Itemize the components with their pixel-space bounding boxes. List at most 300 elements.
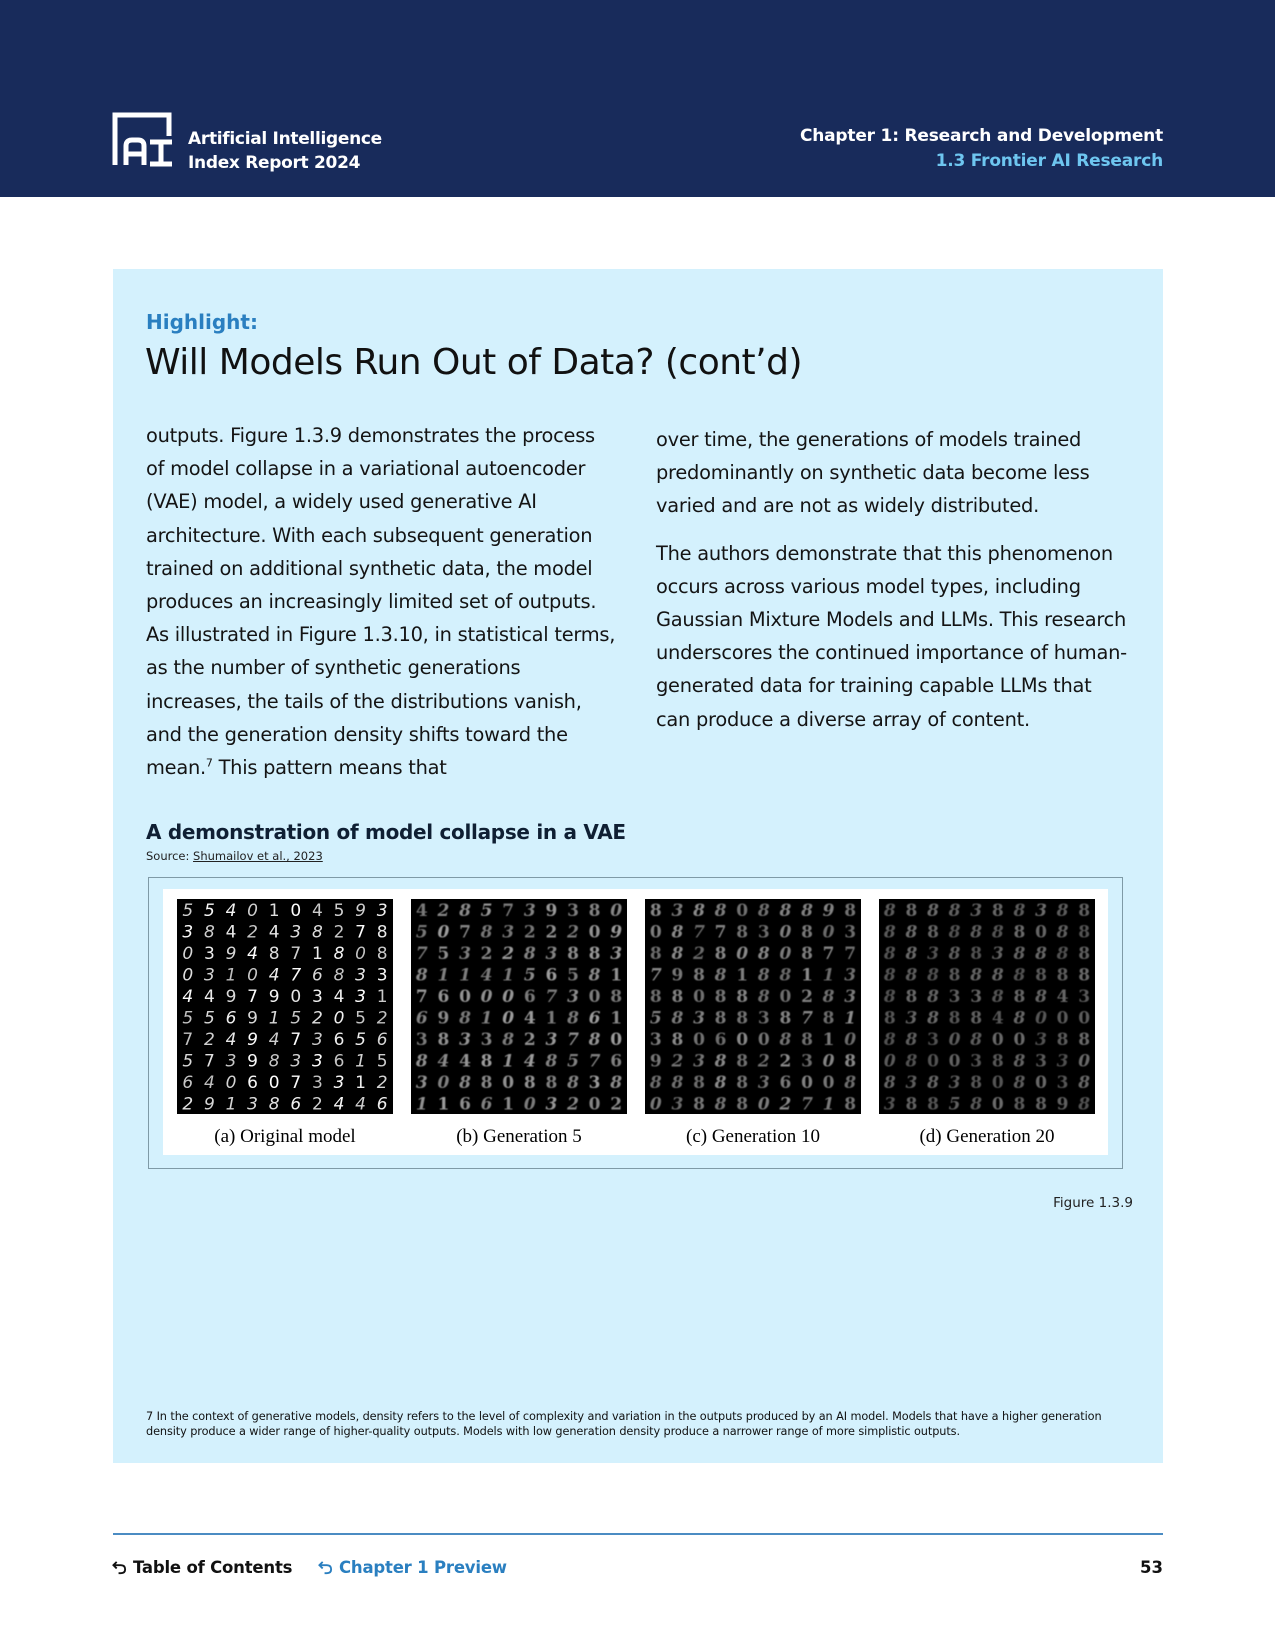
digit-sample: 0: [779, 943, 792, 964]
digit-sample: 0: [779, 922, 792, 943]
digit-sample: 0: [736, 1029, 749, 1050]
digit-sample: 9: [247, 1008, 259, 1029]
digit-sample: 4: [225, 1029, 237, 1050]
body-paragraph: The authors demonstrate that this phenomenon occurs across various model types, including Gaussian Mixture Models and LLMs. This research underscores the continued importance of human-generated data for training capable LLMs that can produce a diverse array of content.: [656, 541, 1127, 731]
digit-sample: 0: [757, 1094, 770, 1114]
digit-sample: 8: [883, 1008, 896, 1029]
digit-sample: 8: [376, 943, 388, 964]
digit-sample: 8: [1013, 1094, 1026, 1114]
digit-sample: 6: [311, 965, 323, 986]
digit-sample: 6: [610, 1051, 623, 1072]
digit-sample: 8: [588, 900, 601, 921]
figure-number: Figure 1.3.9: [1053, 1195, 1133, 1211]
digit-sample: 3: [290, 922, 302, 943]
digit-sample: 8: [545, 1072, 558, 1093]
digit-sample: 8: [567, 1008, 579, 1029]
digit-sample: 8: [1013, 1051, 1026, 1072]
digit-sample: 8: [714, 1008, 727, 1029]
digit-sample: 0: [182, 965, 194, 986]
digit-sample: 0: [693, 1029, 705, 1050]
digit-sample: 0: [437, 1072, 450, 1093]
digit-sample: 2: [757, 1051, 770, 1072]
digit-sample: 8: [502, 1029, 515, 1050]
digit-sample: 8: [948, 1008, 961, 1029]
digit-sample: 8: [970, 965, 983, 986]
panel-caption: (a) Original model: [214, 1126, 356, 1147]
digit-sample: 8: [736, 986, 749, 1007]
digit-sample: 1: [480, 1008, 493, 1029]
digit-sample: 7: [182, 1029, 194, 1050]
digit-sample: 8: [779, 1029, 792, 1050]
digit-sample: 8: [610, 986, 623, 1007]
digit-sample: 3: [927, 943, 939, 964]
digit-sample: 6: [225, 1008, 237, 1029]
digit-sample: 5: [182, 1008, 194, 1029]
digit-sample: 1: [610, 1008, 623, 1029]
digit-sample: 0: [523, 1094, 536, 1114]
digit-sample: 3: [1056, 1051, 1069, 1072]
digit-sample: 2: [502, 943, 515, 964]
digit-sample: 3: [970, 900, 983, 921]
digit-sample: 7: [588, 1051, 601, 1072]
digit-sample: 8: [757, 986, 770, 1007]
digit-sample: 3: [376, 900, 388, 921]
digit-sample: 3: [1078, 986, 1091, 1007]
digit-sample: 2: [545, 922, 558, 943]
digit-sample: 7: [822, 943, 835, 964]
digit-sample: 8: [927, 965, 939, 986]
digit-sample: 8: [905, 965, 918, 986]
digit-sample: 0: [822, 922, 835, 943]
digit-sample: 3: [757, 1008, 770, 1029]
digit-sample: 8: [415, 1051, 428, 1072]
digit-sample: 0: [588, 1094, 601, 1114]
digit-sample: 3: [311, 1029, 323, 1050]
digit-sample: 0: [610, 1029, 623, 1050]
digit-sample: 0: [1035, 1072, 1047, 1093]
figure-image: [163, 889, 1108, 1155]
digit-sample: 8: [905, 1094, 918, 1114]
digit-sample: 8: [1078, 900, 1091, 921]
digit-sample: 1: [844, 1008, 857, 1029]
digit-sample: 8: [588, 965, 601, 986]
digit-sample: 8: [801, 943, 813, 964]
page-title: Will Models Run Out of Data? (cont’d): [145, 342, 803, 383]
digit-sample: 2: [801, 986, 813, 1007]
digit-sample: 0: [649, 1094, 662, 1114]
digit-sample: 8: [948, 922, 961, 943]
digit-sample: 4: [225, 900, 237, 921]
digit-sample: 8: [523, 943, 536, 964]
digit-sample: 7: [290, 965, 302, 986]
brand-line-1: Artificial Intelligence: [188, 129, 382, 149]
digit-sample: 8: [927, 1008, 939, 1029]
digit-sample: 0: [437, 922, 450, 943]
digit-sample: 8: [736, 1008, 749, 1029]
digit-sample: 0: [333, 1008, 345, 1029]
digit-sample: 2: [480, 943, 493, 964]
digit-sample: 1: [801, 965, 813, 986]
digit-sample: 6: [523, 986, 536, 1007]
digit-sample: 3: [545, 1029, 558, 1050]
digit-sample: 2: [376, 1072, 388, 1093]
digit-sample: 8: [203, 922, 215, 943]
digit-sample: 1: [822, 1094, 835, 1114]
digit-sample: 3: [355, 965, 367, 986]
digit-sample: 8: [948, 943, 961, 964]
digit-sample: 8: [1013, 900, 1026, 921]
digit-sample: 8: [376, 922, 388, 943]
digit-sample: 0: [822, 1051, 835, 1072]
digit-sample: 1: [610, 965, 623, 986]
digit-sample: 1: [437, 1094, 450, 1114]
digit-sample: 8: [779, 900, 792, 921]
digit-sample: 1: [355, 1051, 367, 1072]
digit-sample: 7: [415, 943, 428, 964]
digit-sample: 1: [376, 986, 388, 1007]
digit-sample: 0: [459, 986, 471, 1007]
digit-sample: 7: [502, 900, 515, 921]
digit-sample: 3: [801, 1051, 813, 1072]
footer-divider: [113, 1533, 1163, 1535]
digit-sample: 8: [671, 1072, 684, 1093]
digit-sample: 0: [1078, 1051, 1091, 1072]
chapter-title: Chapter 1: Research and Development: [799, 126, 1163, 146]
digit-sample: 3: [1035, 1029, 1047, 1050]
digit-sample: 3: [844, 965, 857, 986]
highlight-panel: [113, 269, 1163, 1463]
digit-sample: 0: [649, 922, 662, 943]
digit-sample: 8: [948, 900, 961, 921]
digit-sample: 3: [970, 986, 983, 1007]
digit-sample: 9: [610, 922, 623, 943]
digit-sample: 8: [693, 900, 705, 921]
digit-sample: 4: [415, 900, 428, 921]
chapter-preview-link[interactable]: [318, 1558, 507, 1577]
digit-sample: 3: [225, 1051, 237, 1072]
digit-sample: 7: [844, 943, 857, 964]
digit-sample: 8: [801, 900, 813, 921]
digit-sample: 0: [736, 900, 749, 921]
digit-sample: 1: [415, 1094, 428, 1114]
digit-sample: 3: [693, 1008, 705, 1029]
digit-sample: 7: [649, 965, 662, 986]
digit-sample: 8: [736, 1072, 749, 1093]
preview-label: Chapter 1 Preview: [339, 1558, 507, 1577]
digit-sample: 3: [502, 922, 515, 943]
digit-sample: 0: [991, 1029, 1004, 1050]
digit-sample: 8: [437, 1029, 450, 1050]
digit-sample: 3: [757, 922, 770, 943]
digit-sample: 8: [779, 1008, 792, 1029]
footnote-reference[interactable]: 7: [205, 756, 213, 770]
digit-sample: 9: [671, 965, 684, 986]
table-of-contents-link[interactable]: [112, 1558, 292, 1577]
digit-sample: 4: [225, 922, 237, 943]
digit-sample: 4: [355, 1094, 367, 1114]
digit-sample: 8: [1056, 1029, 1069, 1050]
digit-sample: 7: [290, 1029, 302, 1050]
digit-sample: 8: [459, 1072, 471, 1093]
digit-sample: 6: [290, 1094, 302, 1114]
digit-sample: 7: [714, 922, 727, 943]
digit-sample: 8: [714, 1094, 727, 1114]
digit-sample: 3: [671, 900, 684, 921]
digit-sample: 7: [203, 1051, 215, 1072]
digit-sample: 8: [523, 1072, 536, 1093]
digit-sample: 3: [311, 986, 323, 1007]
digit-sample: 9: [437, 1008, 450, 1029]
digit-sample: 8: [844, 1094, 857, 1114]
digit-sample: 6: [247, 1072, 259, 1093]
digit-sample: 6: [714, 1029, 727, 1050]
digit-sample: 3: [311, 1072, 323, 1093]
digit-sample: 8: [1056, 943, 1069, 964]
digit-sample: 0: [693, 986, 705, 1007]
digit-sample: 2: [671, 1051, 684, 1072]
digit-sample: 0: [502, 1072, 515, 1093]
body-column-left: [146, 419, 616, 798]
digit-sample: 3: [523, 900, 536, 921]
source-link[interactable]: Shumailov et al., 2023: [193, 849, 323, 863]
digit-sample: 8: [693, 1094, 705, 1114]
digit-sample: 4: [203, 986, 215, 1007]
digit-sample: 8: [333, 943, 345, 964]
digit-sample: 8: [883, 965, 896, 986]
digit-sample: 3: [1035, 1051, 1047, 1072]
digit-sample: 0: [480, 986, 493, 1007]
digit-sample: 8: [588, 943, 601, 964]
body-paragraph: over time, the generations of models trained predominantly on synthetic data become less varied and are not as widely distributed.: [656, 428, 1090, 518]
digit-sample: 7: [355, 922, 367, 943]
chapter-heading: [800, 124, 1163, 174]
digit-sample: 8: [693, 965, 705, 986]
digit-sample: 8: [610, 1072, 623, 1093]
digit-sample: 1: [311, 943, 323, 964]
digit-sample: 1: [502, 1094, 515, 1114]
digit-sample: 1: [437, 965, 450, 986]
digit-sample: 8: [567, 1072, 579, 1093]
paragraph-text: outputs. Figure 1.3.9 demonstrates the process of model collapse in a variational autoencoder (VAE) model, a widely used generative AI architecture. With each subsequent generation trained on additional synthetic data, the model produces an increasingly limited set of outputs. As illustrated in Figure 1.3.10, in statistical terms, as the number of synthetic generations increases, the tails of the distributions vanish, and the generation density shifts toward the mean.: [146, 424, 616, 780]
digit-sample: 9: [649, 1051, 662, 1072]
digit-sample: 8: [970, 1008, 983, 1029]
digit-sample: 8: [480, 1051, 493, 1072]
digit-sample: 8: [991, 986, 1004, 1007]
digit-sample: 2: [247, 922, 259, 943]
digit-sample: 3: [203, 943, 215, 964]
digit-sample: 8: [693, 1072, 705, 1093]
digit-sample: 3: [182, 922, 194, 943]
digit-sample: 6: [480, 1094, 493, 1114]
digit-grid-generation-10: [645, 899, 861, 1114]
section-title: 1.3 Frontier AI Research: [935, 151, 1163, 171]
digit-sample: 5: [182, 900, 194, 921]
digit-sample: 3: [545, 1094, 558, 1114]
digit-grid-original: [177, 899, 393, 1114]
report-brand: [188, 127, 382, 175]
digit-sample: 3: [311, 1051, 323, 1072]
digit-sample: 3: [991, 943, 1004, 964]
digit-sample: 0: [948, 1051, 961, 1072]
digit-sample: 3: [567, 900, 579, 921]
digit-sample: 0: [822, 1072, 835, 1093]
digit-sample: 2: [523, 922, 536, 943]
digit-sample: 3: [459, 943, 471, 964]
digit-sample: 0: [290, 900, 302, 921]
digit-sample: 8: [1078, 965, 1091, 986]
digit-sample: 0: [1035, 1008, 1047, 1029]
digit-sample: 0: [268, 1072, 280, 1093]
digit-sample: 4: [480, 965, 493, 986]
digit-sample: 3: [376, 965, 388, 986]
digit-sample: 2: [523, 1029, 536, 1050]
source-label: Source:: [146, 849, 194, 863]
digit-sample: 8: [480, 1072, 493, 1093]
digit-sample: 1: [502, 965, 515, 986]
digit-sample: 0: [883, 1051, 896, 1072]
digit-sample: 0: [991, 1072, 1004, 1093]
digit-sample: 9: [268, 986, 280, 1007]
digit-sample: 8: [588, 1029, 601, 1050]
digit-sample: 8: [970, 943, 983, 964]
digit-sample: 0: [502, 1008, 515, 1029]
digit-sample: 1: [459, 965, 471, 986]
digit-sample: 9: [545, 900, 558, 921]
figure-source: [146, 849, 323, 863]
digit-sample: 6: [333, 1051, 345, 1072]
digit-sample: 8: [927, 922, 939, 943]
digit-sample: 8: [970, 1072, 983, 1093]
digit-sample: 0: [948, 1029, 961, 1050]
digit-sample: 1: [225, 1094, 237, 1114]
digit-sample: 0: [588, 922, 601, 943]
digit-sample: 4: [523, 1051, 536, 1072]
digit-sample: 2: [437, 900, 450, 921]
digit-sample: 6: [376, 1029, 388, 1050]
digit-sample: 8: [991, 922, 1004, 943]
digit-sample: 8: [905, 943, 918, 964]
brand-line-2: Index Report 2024: [188, 153, 361, 173]
digit-sample: 4: [437, 1051, 450, 1072]
digit-sample: 8: [905, 986, 918, 1007]
digit-sample: 5: [182, 1051, 194, 1072]
digit-sample: 4: [182, 986, 194, 1007]
digit-grid-generation-5: [411, 899, 627, 1114]
digit-sample: 8: [927, 1072, 939, 1093]
body-paragraph: [146, 419, 616, 784]
digit-sample: 8: [1013, 1008, 1026, 1029]
return-arrow-icon: [112, 1560, 127, 1575]
digit-sample: 8: [736, 1051, 749, 1072]
digit-sample: 3: [905, 1008, 918, 1029]
digit-sample: 5: [480, 900, 493, 921]
digit-sample: 8: [736, 1094, 749, 1114]
digit-sample: 7: [801, 1008, 813, 1029]
digit-sample: 8: [991, 900, 1004, 921]
digit-sample: 2: [779, 1094, 792, 1114]
digit-sample: 1: [736, 965, 749, 986]
digit-sample: 8: [736, 922, 749, 943]
digit-sample: 7: [459, 922, 471, 943]
toc-label: Table of Contents: [133, 1558, 293, 1577]
digit-sample: 4: [268, 965, 280, 986]
digit-sample: 8: [822, 1008, 835, 1029]
digit-sample: 8: [714, 965, 727, 986]
digit-sample: 8: [883, 986, 896, 1007]
digit-sample: 8: [883, 922, 896, 943]
digit-sample: 5: [203, 900, 215, 921]
digit-sample: 8: [268, 1094, 280, 1114]
digit-sample: 4: [459, 1051, 471, 1072]
digit-sample: 3: [588, 1072, 601, 1093]
digit-sample: 8: [671, 922, 684, 943]
digit-sample: 8: [1078, 922, 1091, 943]
ai-index-logo-icon: [112, 112, 174, 168]
digit-sample: 3: [927, 1029, 939, 1050]
digit-sample: 5: [290, 1008, 302, 1029]
digit-sample: 3: [671, 1094, 684, 1114]
digit-sample: 3: [1035, 900, 1047, 921]
digit-sample: 6: [437, 986, 450, 1007]
digit-sample: 3: [844, 986, 857, 1007]
digit-sample: 3: [1056, 1072, 1069, 1093]
digit-sample: 3: [480, 1029, 493, 1050]
digit-sample: 8: [714, 986, 727, 1007]
digit-sample: 6: [459, 1094, 471, 1114]
digit-sample: 3: [545, 943, 558, 964]
digit-sample: 8: [883, 900, 896, 921]
digit-sample: 0: [1013, 1029, 1026, 1050]
digit-sample: 3: [247, 1094, 259, 1114]
digit-sample: 8: [268, 943, 280, 964]
digit-sample: 3: [844, 922, 857, 943]
digit-sample: 8: [649, 986, 662, 1007]
digit-sample: 8: [991, 1051, 1004, 1072]
digit-sample: 8: [1035, 986, 1047, 1007]
digit-sample: 8: [415, 965, 428, 986]
digit-sample: 6: [415, 1008, 428, 1029]
digit-sample: 8: [905, 922, 918, 943]
digit-sample: 3: [290, 1051, 302, 1072]
digit-sample: 0: [247, 965, 259, 986]
digit-sample: 0: [757, 1029, 770, 1050]
digit-sample: 0: [610, 900, 623, 921]
digit-sample: 8: [905, 1051, 918, 1072]
digit-sample: 5: [567, 1051, 579, 1072]
digit-sample: 6: [779, 1072, 792, 1093]
highlight-kicker: Highlight:: [146, 310, 258, 334]
digit-sample: 8: [1078, 1094, 1091, 1114]
digit-sample: 8: [779, 965, 792, 986]
digit-sample: 1: [545, 1008, 558, 1029]
digit-sample: 8: [1078, 1029, 1091, 1050]
digit-sample: 6: [545, 965, 558, 986]
digit-sample: 3: [203, 965, 215, 986]
digit-sample: 2: [567, 1094, 579, 1114]
digit-sample: 3: [355, 986, 367, 1007]
digit-sample: 8: [268, 1051, 280, 1072]
digit-sample: 8: [671, 986, 684, 1007]
digit-sample: 7: [290, 943, 302, 964]
digit-sample: 1: [822, 1029, 835, 1050]
digit-sample: 3: [459, 1029, 471, 1050]
digit-sample: 8: [757, 900, 770, 921]
digit-sample: 9: [247, 1051, 259, 1072]
footnote: 7 In the context of generative models, density refers to the level of complexity and variation in the outputs produced by an AI model. Models that have a higher generation density produce a wider range of higher-quality outputs. Models with low generation density produce a narrower range of more simplistic outputs.: [146, 1410, 1102, 1438]
digit-sample: 5: [567, 965, 579, 986]
digit-sample: 8: [1013, 986, 1026, 1007]
digit-sample: 8: [927, 1094, 939, 1114]
